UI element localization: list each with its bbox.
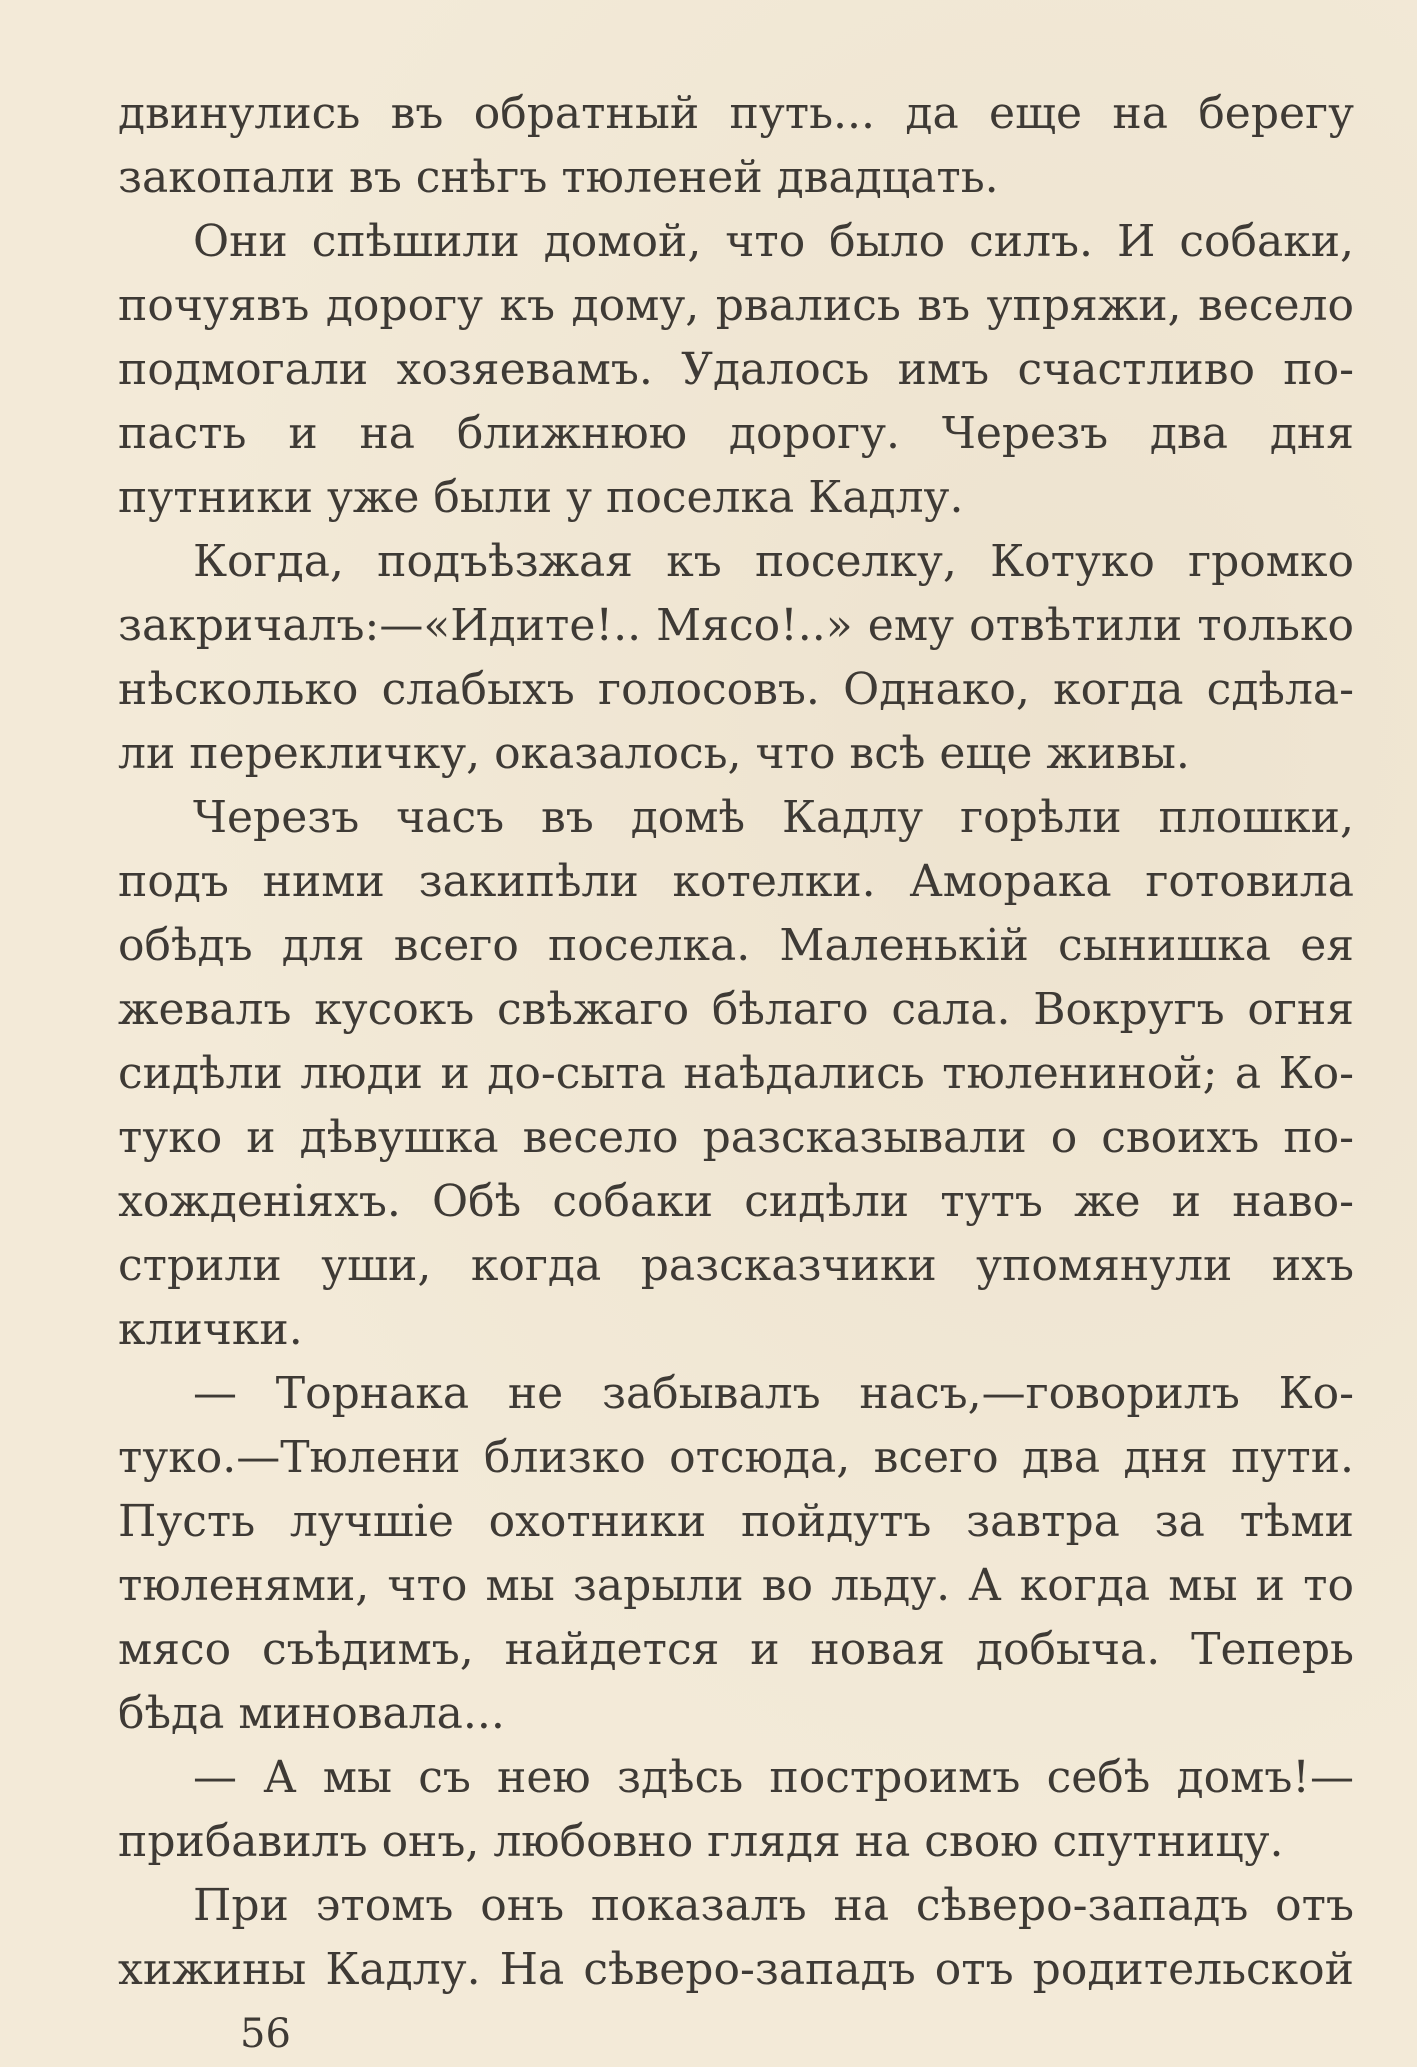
- text-line: мясо съѣдимъ, найдется и новая добыча. Теперь: [118, 1624, 1354, 1675]
- text-line: При этомъ онъ показалъ на сѣверо-западъ отъ: [193, 1880, 1354, 1931]
- text-line: нѣсколько слабыхъ голосовъ. Однако, когда сдѣла-: [118, 664, 1354, 715]
- text-line: обѣдъ для всего поселка. Маленькій сынишка ея: [118, 920, 1354, 971]
- text-line: ли перекличку, оказалось, что всѣ еще живы.: [118, 728, 1190, 779]
- text-line: почуявъ дорогу къ дому, рвались въ упряжи, весело: [118, 280, 1354, 331]
- text-line: хижины Кадлу. На сѣверо-западъ отъ родительской: [118, 1944, 1354, 1995]
- text-line: закопали въ снѣгъ тюленей двадцать.: [118, 152, 999, 203]
- text-line: бѣда миновала...: [118, 1688, 505, 1739]
- page-number: 56: [240, 2011, 291, 2057]
- text-line: Черезъ часъ въ домѣ Кадлу горѣли плошки,: [193, 792, 1354, 843]
- body-text: [118, 82, 1354, 2002]
- text-line: тюленями, что мы зарыли во льду. А когда мы и то: [118, 1560, 1354, 1611]
- text-line: — А мы съ нею здѣсь построимъ себѣ домъ!—: [193, 1752, 1354, 1803]
- text-line: туко.—Тюлени близко отсюда, всего два дня пути.: [118, 1432, 1354, 1483]
- text-line: пасть и на ближнюю дорогу. Черезъ два дня: [118, 408, 1354, 459]
- text-line: стрили уши, когда разсказчики упомянули ихъ: [118, 1240, 1354, 1291]
- text-line: прибавилъ онъ, любовно глядя на свою спутницу.: [118, 1816, 1284, 1867]
- text-line: жевалъ кусокъ свѣжаго бѣлаго сала. Вокругъ огня: [118, 984, 1354, 1035]
- text-line: сидѣли люди и до-сыта наѣдались тюлениной; а Ко-: [118, 1048, 1354, 1099]
- text-line: двинулись въ обратный путь... да еще на берегу: [118, 88, 1354, 139]
- text-line: — Торнака не забывалъ насъ,—говорилъ Ко-: [193, 1368, 1354, 1419]
- text-line: путники уже были у поселка Кадлу.: [118, 472, 964, 523]
- text-line: закричалъ:—«Идите!.. Мясо!..» ему отвѣтили только: [118, 600, 1354, 651]
- text-line: Они спѣшили домой, что было силъ. И собаки,: [193, 216, 1354, 267]
- text-line: подмогали хозяевамъ. Удалось имъ счастливо по-: [118, 344, 1354, 395]
- text-line: клички.: [118, 1304, 303, 1355]
- text-line: Когда, подъѣзжая къ поселку, Котуко громко: [193, 536, 1354, 587]
- text-line: туко и дѣвушка весело разсказывали о своихъ по-: [118, 1112, 1354, 1163]
- text-line: хожденіяхъ. Обѣ собаки сидѣли тутъ же и наво-: [118, 1176, 1354, 1227]
- text-line: Пусть лучшіе охотники пойдутъ завтра за тѣми: [118, 1496, 1354, 1547]
- text-line: подъ ними закипѣли котелки. Аморака готовила: [118, 856, 1354, 907]
